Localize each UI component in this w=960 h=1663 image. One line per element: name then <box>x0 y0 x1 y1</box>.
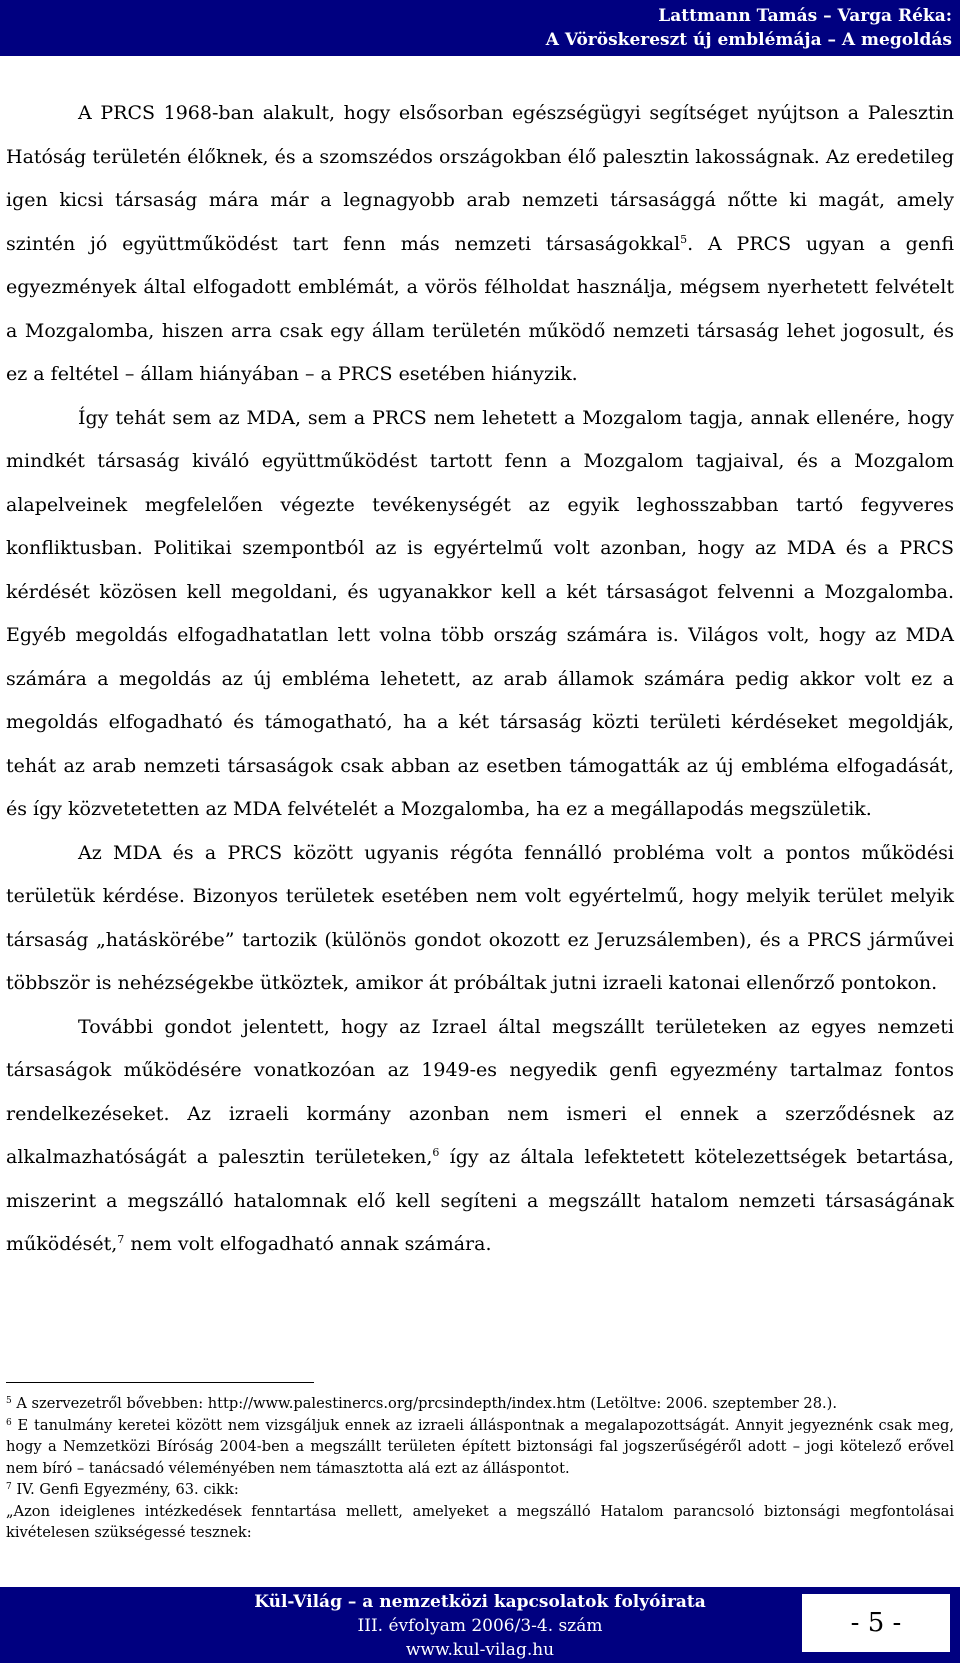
paragraph-1-text-a: A PRCS 1968-ban alakult, hogy elsősorban egészségügyi segítséget nyújtson a Palesztin Hatóság területén élőknek, és a szomszédos országokban élő palesztin lakosságnak. Az eredetileg igen kicsi társaság mára már a legnagyobb arab nemzeti társasággá nőtte ki magát, amely szintén jó együttműködést tart fenn más nemzeti társaságokkal <box>6 102 954 255</box>
paragraph-4-text-b: így az általa lefektetett kötelezettségek betartása, miszerint a megszálló hatalomnak elő kell segíteni a megszállt hatalom nemzeti társaságának működését, <box>6 1146 954 1255</box>
paragraph-3: Az MDA és a PRCS között ugyanis régóta fennálló probléma volt a pontos működési területük kérdése. Bizonyos területek esetében nem volt egyértelmű, hogy melyik terület melyik társaság „hatáskörébe” tartozik (különös gondot okozott ez Jeruzsálemben), és a PRCS járművei többször is nehézségekbe ütköztek, amikor át próbáltak jutni izraeli katonai ellenőrző pontokon. <box>6 841 954 994</box>
paragraph-4-text-a: További gondot jelentett, hogy az Izrael által megszállt területeken az egyes nemzeti társaságok működésére vonatkozóan az 1949-es negyedik genfi egyezmény tartalmaz fontos rendelkezéseket. Az izraeli kormány azonban nem ismeri el ennek a szerződésnek az alkalmazhatóságát a palesztin területeken, <box>6 1015 954 1168</box>
footnote-7-number: 7 <box>6 1482 12 1492</box>
footnote-5-text: A szervezetről bővebben: http://www.palestinercs.org/prcsindepth/index.htm (Letöltve: 2006. szeptember 28.). <box>11 1395 837 1412</box>
footnote-ref-6[interactable]: 6 <box>432 1146 440 1159</box>
footnote-7 <box>6 1479 954 1501</box>
footnote-6-number: 6 <box>6 1417 12 1428</box>
footnote-5-number: 5 <box>6 1396 12 1406</box>
footnote-7-text: IV. Genfi Egyezmény, 63. cikk: <box>11 1481 239 1498</box>
footnote-separator <box>6 1382 314 1383</box>
footnote-ref-7[interactable]: 7 <box>117 1233 125 1246</box>
footnote-7-quote: „Azon ideiglenes intézkedések fenntartása mellett, amelyeket a megszálló Hatalom parancsoló biztonsági megfontolásai kivételesen szükségessé tesznek: <box>6 1502 954 1541</box>
paragraph-1 <box>6 92 954 397</box>
footnote-6-text: E tanulmány keretei között nem vizsgáljuk ennek az izraeli álláspontnak a megalapozottságát. Annyit jegyeznénk csak meg, hogy a Nemzetközi Bíróság 2004-ben a megszállt területen épített biztonsági fal jogszerűségéről adott – jogi kötelező erővel nem bíró – tanácsadó véleményében nem támasztotta alá ezt az álláspontot. <box>6 1416 954 1477</box>
paragraph-1-text-b: . A PRCS ugyan a genfi egyezmények által elfogadott emblémát, a vörös félholdat használja, mégsem nyerhetett felvételt a Mozgalomba, hiszen arra csak egy állam területén működő nemzeti társaság lehet jogosult, és ez a feltétel – állam hiányában – a PRCS esetében hiányzik. <box>6 232 954 385</box>
footnotes <box>6 1393 954 1544</box>
footer-journal: Kül-Világ – a nemzetközi kapcsolatok folyóirata <box>254 1592 706 1612</box>
article-body <box>6 92 954 1267</box>
footer-issue: III. évfolyam 2006/3-4. szám <box>357 1616 603 1636</box>
page-number: - 5 - <box>802 1594 950 1652</box>
footer-url[interactable]: www.kul-vilag.hu <box>405 1640 555 1660</box>
header-authors: Lattmann Tamás – Varga Réka: <box>658 6 952 26</box>
paragraph-4 <box>6 1006 954 1267</box>
footnote-ref-5[interactable]: 5 <box>680 232 688 246</box>
paragraph-2: Így tehát sem az MDA, sem a PRCS nem lehetett a Mozgalom tagja, annak ellenére, hogy mindkét társaság kiváló együttműködést tartott fenn a Mozgalom tagjaival, és a Mozgalom alapelveinek megfelelően végezte tevékenységét az egyik leghosszabban tartó fegyveres konfliktusban. Politikai szempontból az is egyértelmű volt azonban, hogy az MDA és a PRCS kérdését közösen kell megoldani, és ugyanakkor kell a két társaságot felvenni a Mozgalomba. Egyéb megoldás elfogadhatatlan lett volna több ország számára is. Világos volt, hogy az MDA számára a megoldás az új embléma lehetett, az arab államok számára pedig akkor volt ez a megoldás elfogadható és támogatható, ha a két társaság közti területi kérdéseket megoldják, tehát az arab nemzeti társaságok csak abban az esetben támogatták az új embléma elfogadását, és így közvetetetten az MDA felvételét a Mozgalomba, ha ez a megállapodás megszületik. <box>6 406 954 820</box>
paragraph-4-text-c: nem volt elfogadható annak számára. <box>124 1233 492 1255</box>
footnote-5 <box>6 1393 954 1415</box>
footnote-6 <box>6 1415 954 1480</box>
running-header <box>0 0 960 56</box>
header-title: A Vöröskereszt új emblémája – A megoldás <box>545 30 952 50</box>
